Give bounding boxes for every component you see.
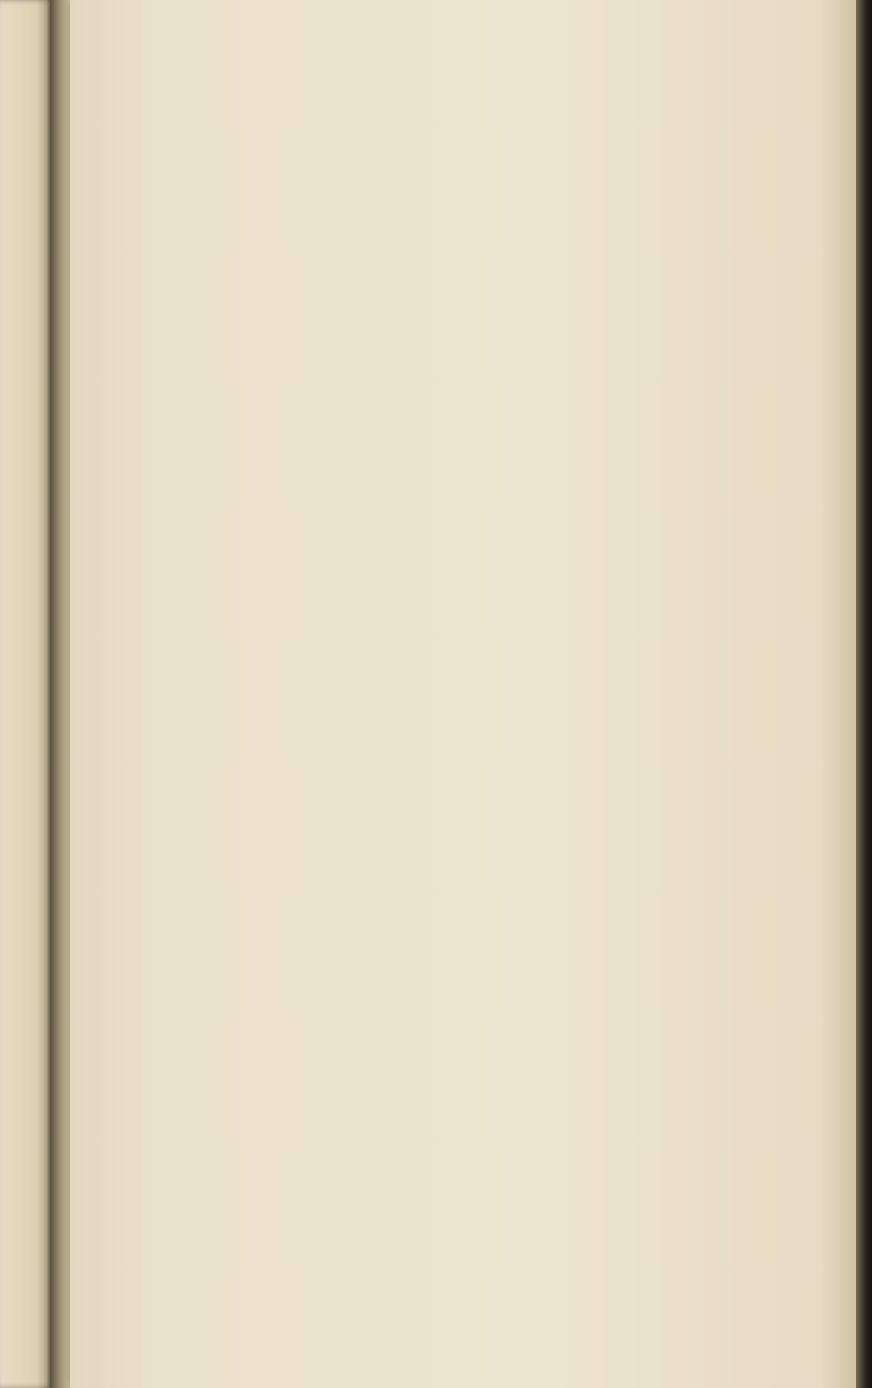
book-page [70,0,860,1388]
left-page-edge [0,0,52,1388]
right-page-edge [856,0,872,1388]
